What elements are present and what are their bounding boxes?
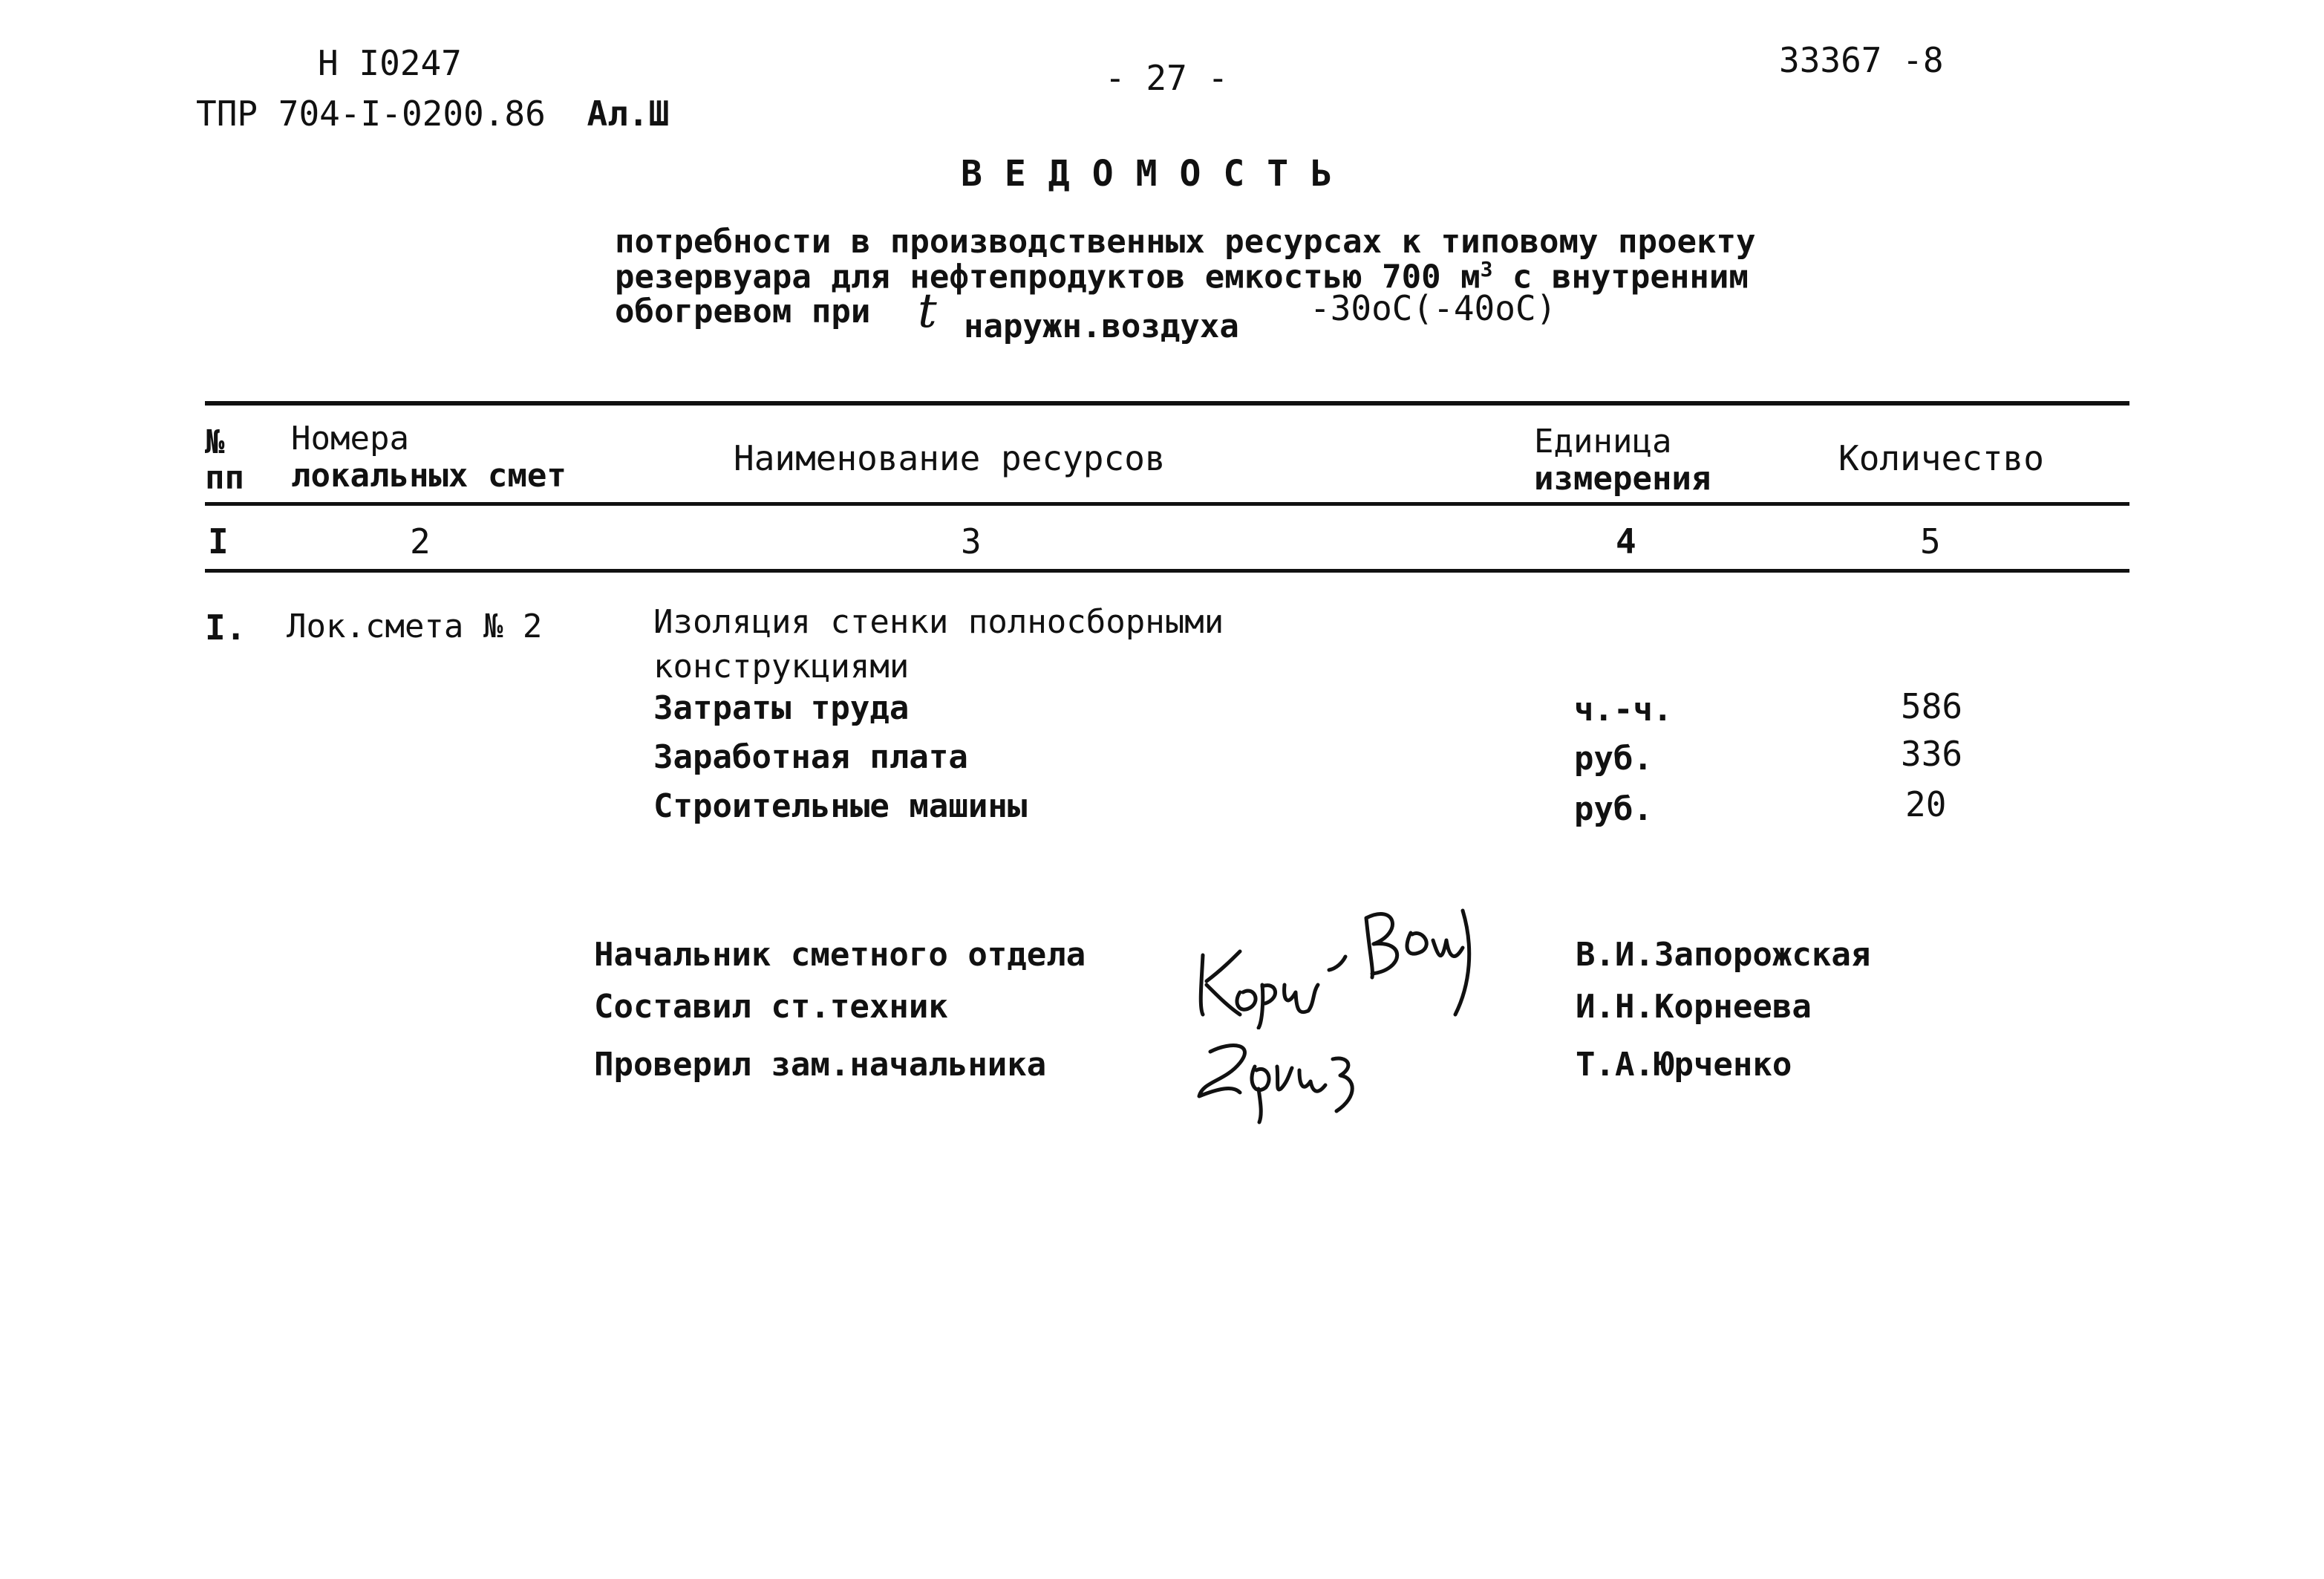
column-number-3: 3 — [961, 521, 982, 561]
resource-unit: руб. — [1574, 790, 1653, 828]
subtitle-line-2-start: резервуара для нефтепродуктов емкостью 700 м — [615, 258, 1481, 296]
resource-name: Затраты труда — [653, 689, 910, 727]
project-code — [196, 94, 669, 134]
cubic-superscript: 3 — [1480, 257, 1493, 281]
signer-role: Составил ст.техник — [594, 988, 948, 1026]
header-quantity: Количество — [1838, 438, 2044, 478]
resource-quantity: 336 — [1901, 734, 1963, 774]
header-unit-line-1: Единица — [1534, 423, 1672, 460]
resource-name: Строительные машины — [653, 787, 1028, 825]
temperature-subscript: наружн.воздуха — [964, 307, 1239, 345]
signer-role: Проверил зам.начальника — [594, 1046, 1047, 1084]
resource-quantity: 586 — [1901, 686, 1963, 726]
header-number-line-2: пп — [205, 459, 244, 497]
handwritten-signature-compiler — [1188, 940, 1366, 1029]
signer-name: В.И.Запорожская — [1576, 936, 1871, 974]
column-number-1: I — [208, 521, 229, 561]
page-title: ВЕДОМОСТЬ — [961, 153, 1355, 195]
header-estimates-line-2: локальных смет — [291, 457, 567, 495]
subtitle-line-2 — [615, 257, 1749, 296]
header-number-line-1: № — [205, 423, 225, 461]
project-code-text: ТПР 704-I-0200.86 — [196, 94, 546, 134]
signer-name: Т.А.Юрченко — [1576, 1046, 1792, 1084]
entry-estimate: Лок.смета № 2 — [287, 608, 543, 645]
temperature-symbol: t — [918, 284, 937, 339]
header-unit-line-2: измерения — [1534, 460, 1711, 498]
resource-name: Заработная плата — [653, 738, 968, 776]
header-estimates — [291, 420, 567, 495]
table-top-rule — [205, 401, 2129, 406]
resource-quantity: 20 — [1905, 784, 1947, 824]
column-number-4: 4 — [1616, 521, 1636, 561]
subtitle-line-1: потребности в производственных ресурсах к типовому проекту — [615, 223, 1756, 261]
signer-role: Начальник сметного отдела — [594, 936, 1086, 974]
album-number: Ал.Ш — [587, 94, 670, 134]
page-number: - 27 - — [1105, 58, 1229, 98]
handwritten-signature-head — [1351, 888, 1485, 1022]
subtitle-line-2-end: с внутренним — [1492, 258, 1749, 296]
table-numbers-rule — [205, 569, 2129, 573]
resource-unit: руб. — [1574, 740, 1653, 778]
entry-number: I. — [205, 608, 247, 648]
entry-title-line-2: конструкциями — [653, 648, 910, 686]
archive-number: 33367 -8 — [1779, 40, 1944, 80]
header-resource-name: Наименование ресурсов — [734, 438, 1166, 478]
column-number-2: 2 — [410, 521, 431, 561]
table-header-rule — [205, 502, 2129, 506]
header-unit — [1534, 423, 1711, 498]
column-number-5: 5 — [1920, 521, 1941, 561]
handwritten-signature-checker — [1188, 1029, 1381, 1126]
subtitle-line-3: обогревом при — [615, 293, 871, 331]
document-number: Н I0247 — [318, 43, 462, 83]
signer-name: И.Н.Корнеева — [1576, 988, 1812, 1026]
resource-unit: ч.-ч. — [1574, 691, 1673, 729]
temperature-value: -30оС(-40оС) — [1310, 288, 1557, 328]
header-number — [205, 425, 244, 496]
entry-title-line-1: Изоляция стенки полносборными — [653, 603, 1224, 641]
header-estimates-line-1: Номера — [291, 420, 409, 458]
